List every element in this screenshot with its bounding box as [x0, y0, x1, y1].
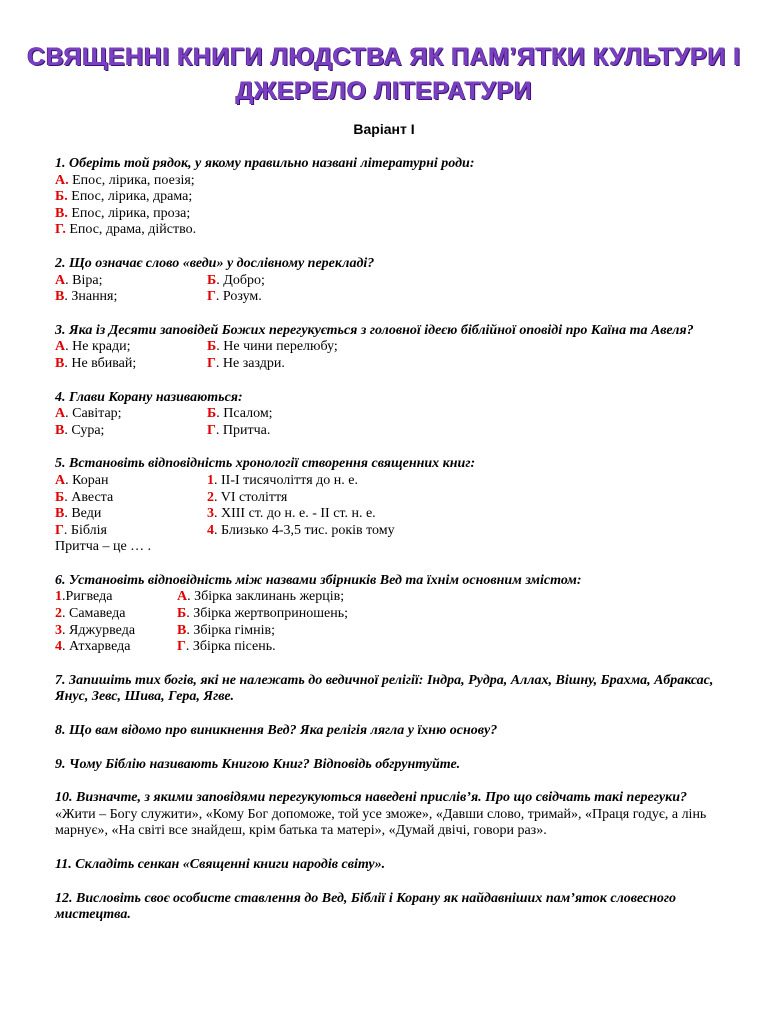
option-letter: А: [55, 272, 66, 288]
question-text: 2. Що означає слово «веди» у дослівному перекладі?: [55, 255, 375, 271]
option-letter: Г: [207, 289, 216, 305]
page-title: [0, 40, 768, 108]
option-letter: В: [55, 355, 65, 371]
question-9: 9. Чому Біблію називають Книгою Книг? Відповідь обгрунтуйте.: [55, 756, 461, 772]
question-10: [55, 790, 725, 840]
question-1: [55, 156, 725, 239]
option-text: . Сура;: [64, 422, 105, 438]
option-text: . Не вбивай;: [64, 355, 137, 371]
option-text: . Збірка гімнів;: [186, 622, 276, 638]
option-text: . Атхарведа: [62, 639, 131, 655]
option-text: . Близько 4-3,5 тис. років тому: [214, 522, 395, 538]
option-letter: В.: [55, 205, 68, 221]
option-letter: А: [177, 589, 188, 605]
option-letter: 3: [55, 622, 62, 638]
answer-row: [55, 339, 725, 356]
option-letter: А: [55, 406, 66, 422]
option-letter: Г: [177, 639, 186, 655]
question-extra-line: Притча – це … .: [55, 539, 152, 555]
variant-heading: Варіант І: [353, 121, 415, 137]
question-2: [55, 256, 725, 306]
option-letter: Г: [55, 522, 64, 538]
question-6: [55, 573, 725, 656]
answer-row: [55, 623, 725, 640]
option-text: . Авеста: [64, 489, 114, 505]
option-text: . Збірка пісень.: [185, 639, 276, 655]
question-text: 3. Яка із Десяти заповідей Божих перегукується з головної ідеєю біблійної оповіді про Каїна та Авеля?: [55, 322, 694, 338]
option-text: . Добро;: [216, 272, 265, 288]
question-12: 12. Висловіть своє особисте ставлення до Вед, Біблії і Корану як найдавніших пам’яток словесного мистецтва.: [55, 890, 677, 923]
question-text: 10. Визначте, з якими заповідями перегукуються наведені прислів’я. Про що свідчать такі перегуки?: [55, 790, 688, 806]
answer-option: [55, 222, 725, 239]
option-letter: В: [55, 422, 65, 438]
question-3: [55, 323, 725, 373]
option-letter: 2: [207, 489, 214, 505]
option-text: . Притча.: [215, 422, 271, 438]
answer-row: [55, 423, 725, 440]
option-text: . Самаведа: [62, 606, 126, 622]
proverbs-text: «Жити – Богу служити», «Кому Бог допоможе, той усе зможе», «Давши слово, тримай», «Праця годує, а лінь марнує», «На світі все знайдеш, крім батька та матері», «Думай двічі, говори раз».: [55, 806, 707, 839]
option-text: . Псалом;: [216, 406, 273, 422]
option-text: . Збірка жертвоприношень;: [186, 606, 348, 622]
answer-option: [55, 189, 725, 206]
answer-row: [55, 639, 725, 656]
answer-row: [55, 490, 725, 507]
answer-row: [55, 289, 725, 306]
answer-row: [55, 356, 725, 373]
answer-row: [55, 606, 725, 623]
answer-row: [55, 273, 725, 290]
option-letter: В: [55, 506, 65, 522]
option-letter: Б: [177, 606, 187, 622]
question-text: 1. Оберіть той рядок, у якому правильно названі літературні роди:: [55, 156, 475, 171]
option-letter: Г.: [55, 222, 66, 238]
question-text: 5. Встановіть відповідність хронології створення священних книг:: [55, 456, 476, 472]
option-text: . Не чини перелюбу;: [216, 339, 338, 355]
answer-option: [55, 206, 725, 223]
option-letter: В: [177, 622, 187, 638]
option-text: . Не кради;: [65, 339, 131, 355]
option-letter: Г: [207, 355, 216, 371]
option-text: Епос, лірика, проза;: [67, 205, 191, 221]
option-letter: 2: [55, 606, 62, 622]
option-text: Епос, драма, дійство.: [65, 222, 197, 238]
option-text: . Розум.: [215, 289, 262, 305]
option-letter: 4: [207, 522, 214, 538]
option-letter: 3: [207, 506, 214, 522]
answer-row: [55, 506, 725, 523]
option-text: . Коран: [65, 472, 109, 488]
option-text: . ХІІІ ст. до н. е. - ІІ ст. н. е.: [214, 506, 376, 522]
option-text: . Не заздри.: [215, 355, 285, 371]
option-text: . Яджурведа: [62, 622, 136, 638]
option-text: . Веди: [64, 506, 102, 522]
option-letter: 1: [55, 589, 62, 605]
option-letter: Б: [207, 339, 217, 355]
option-letter: Б: [207, 272, 217, 288]
option-letter: В: [55, 289, 65, 305]
option-text: Епос, лірика, драма;: [67, 189, 193, 205]
option-text: . ІІ-І тисячоліття до н. е.: [214, 472, 358, 488]
option-text: . Знання;: [64, 289, 118, 305]
option-text: . Збірка заклинань жерців;: [187, 589, 345, 605]
option-letter: Б: [207, 406, 217, 422]
option-text: .Ригведа: [62, 589, 113, 605]
question-text: 4. Глави Корану називаються:: [55, 389, 243, 405]
question-11: 11. Складіть сенкан «Священні книги народів світу».: [55, 857, 386, 872]
option-letter: Б: [55, 489, 65, 505]
answer-row: [55, 473, 725, 490]
answer-row: [55, 589, 725, 606]
question-8: 8. Що вам відомо про виникнення Вед? Яка релігія лягла у їхню основу?: [55, 723, 498, 739]
answer-row: [55, 523, 725, 540]
option-letter: А.: [55, 172, 69, 188]
option-letter: 1: [207, 472, 214, 488]
option-text: . Віра;: [65, 272, 103, 288]
questions-content: [55, 156, 725, 941]
option-text: . Савітар;: [65, 406, 122, 422]
question-5: [55, 456, 725, 556]
option-letter: Б.: [55, 189, 68, 205]
option-text: . Біблія: [63, 522, 107, 538]
option-text: . VI століття: [214, 489, 288, 505]
answer-option: [55, 173, 725, 190]
option-text: Епос, лірика, поезія;: [68, 172, 195, 188]
option-letter: Г: [207, 422, 216, 438]
option-letter: 4: [55, 639, 62, 655]
option-letter: А: [55, 472, 66, 488]
answer-row: [55, 406, 725, 423]
question-7: 7. Запишіть тих богів, які не належать до ведичної релігії: Індра, Рудра, Аллах, Вішну, Брахма, Абраксас, Янус, Зевс, Шива, Гера, Ягве.: [55, 672, 714, 705]
title-line-2: ДЖЕРЕЛО ЛІТЕРАТУРИ: [235, 77, 533, 105]
question-4: [55, 390, 725, 440]
question-text: 6. Установіть відповідність між назвами збірників Вед та їхнім основним змістом:: [55, 572, 582, 588]
title-line-1: СВЯЩЕННІ КНИГИ ЛЮДСТВА ЯК ПАМ’ЯТКИ КУЛЬТУРИ І: [27, 43, 741, 71]
option-letter: А: [55, 339, 66, 355]
